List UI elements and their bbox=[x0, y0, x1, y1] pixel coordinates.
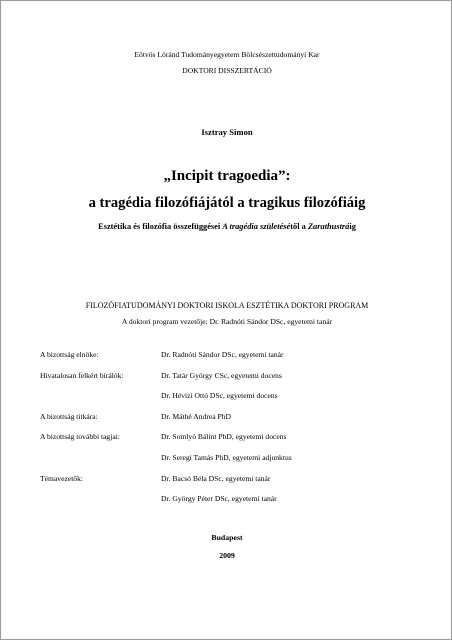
committee-role: Hivatalosan felkért bírálók: bbox=[40, 370, 124, 380]
committee-member: Dr. Hévizi Ottó DSc, egyetemi docens bbox=[161, 391, 278, 401]
year: 2009 bbox=[219, 551, 235, 560]
document-type: DOKTORI DISSZERTÁCIÓ bbox=[182, 66, 272, 75]
committee-row bbox=[40, 412, 420, 433]
program-leader: A doktori program vezetője: Dr. Radnóti Sándor DSc, egyetemi tanár bbox=[121, 317, 333, 326]
committee-role: Témavezetők: bbox=[40, 473, 84, 483]
committee-role: A bizottság további tagjai: bbox=[40, 432, 120, 442]
committee-member: Dr. György Péter DSc, egyetemi tanár bbox=[161, 494, 277, 504]
committee-member: Dr. Somlyó Bálint PhD, egyetemi docens bbox=[161, 432, 287, 442]
committee-row bbox=[40, 453, 420, 474]
committee-row bbox=[40, 494, 420, 515]
committee-row bbox=[40, 391, 420, 412]
committee-role: A bizottság elnöke: bbox=[40, 350, 99, 359]
subtitle bbox=[1, 222, 452, 231]
committee-row bbox=[40, 432, 420, 453]
committee-member: Dr. Seregi Tamás PhD, egyetemi adjunktus bbox=[161, 452, 292, 462]
author-name: Isztray Simon bbox=[201, 127, 253, 137]
subtitle-part-2: től a bbox=[290, 222, 308, 231]
committee-member: Dr. Tatár György CSc, egyetemi docens bbox=[161, 370, 282, 380]
doctoral-program: FILOZÓFIATUDOMÁNYI DOKTORI ISKOLA ESZTÉTIKA DOKTORI PROGRAM bbox=[85, 301, 369, 310]
title-line-2: a tragédia filozófiájától a tragikus filozófiáig bbox=[88, 195, 366, 211]
university-name: Eötvös Lóránd Tudományegyetem Bölcsészettudományi Kar bbox=[134, 50, 320, 59]
committee-row bbox=[40, 474, 420, 495]
committee-list bbox=[40, 350, 420, 515]
subtitle-part-1: Esztétika és filozófia összefüggései bbox=[98, 222, 223, 231]
committee-member: Dr. Máthé Andrea PhD bbox=[161, 411, 232, 421]
committee-row bbox=[40, 371, 420, 392]
subtitle-italic-2: Zarathustrá bbox=[307, 222, 350, 231]
title-line-1: „Incipit tragoedia”: bbox=[163, 168, 291, 184]
committee-member: Dr. Bacsó Béla DSc, egyetemi tanár bbox=[161, 473, 271, 483]
place: Budapest bbox=[211, 533, 243, 542]
subtitle-part-3: ig bbox=[349, 222, 356, 231]
committee-member: Dr. Radnóti Sándor DSc, egyetemi tanár bbox=[161, 350, 284, 359]
subtitle-italic-1: A tragédia születésé bbox=[222, 222, 291, 231]
committee-row bbox=[40, 350, 420, 371]
committee-role: A bizottság titkára: bbox=[40, 411, 98, 421]
